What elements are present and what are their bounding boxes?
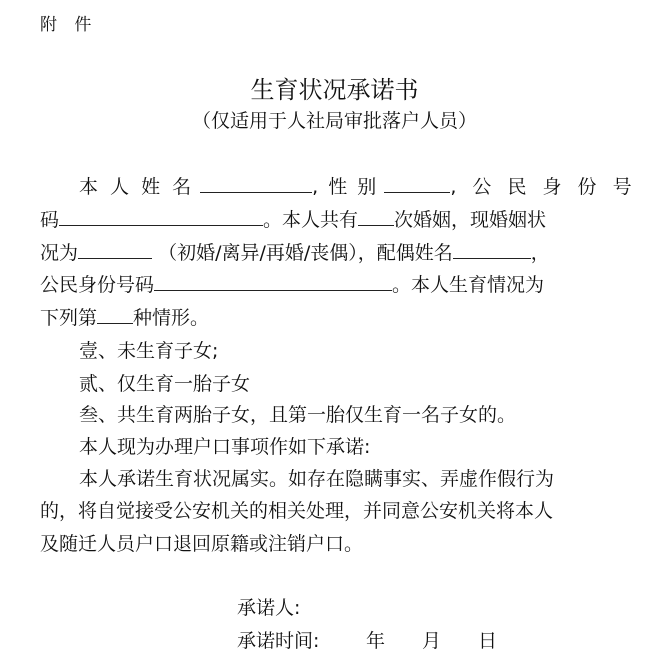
id-number-blank[interactable]	[59, 205, 263, 226]
marriage-status-label: 次婚姻，现婚姻状	[394, 209, 547, 231]
promise-line-3: 及随迁人员户口退回原籍或注销户口。	[40, 533, 364, 555]
line-5	[40, 303, 209, 330]
case-label: 下列第	[40, 307, 98, 329]
promise-line-1: 本人承诺生育状况属实。如存在隐瞒事实、弄虚作假行为	[79, 468, 555, 490]
comma: ，	[530, 242, 550, 264]
line-4	[40, 270, 544, 297]
gender-blank[interactable]	[384, 172, 450, 193]
option-3: 叁、共生育两胎子女，且第一胎仅生育一名子女的。	[79, 404, 517, 426]
marriage-count-label: 。本人共有	[263, 209, 359, 231]
day-label: 日	[478, 630, 498, 652]
document-subtitle: （仅适用于人社局审批落户人员）	[191, 110, 477, 132]
marriage-status-blank[interactable]	[78, 238, 152, 259]
promise-line-2: 的，将自觉接受公安机关的相关处理，并同意公安机关将本人	[40, 500, 554, 522]
line-2	[40, 205, 546, 232]
attachment-label: 附 件	[40, 15, 98, 35]
spouse-id-label: 公民身份号码	[40, 274, 155, 296]
option-1: 壹、未生育子女;	[79, 340, 219, 362]
line-1	[79, 172, 637, 199]
id-label: , 公 民 身 份 号	[450, 176, 637, 198]
document-title: 生育状况承诺书	[250, 76, 419, 104]
spouse-id-blank[interactable]	[154, 270, 392, 291]
month-label: 月	[422, 630, 442, 652]
promise-time-label: 承诺时间:	[237, 630, 320, 652]
id-label-continued: 码	[40, 209, 60, 231]
promise-intro: 本人现为办理户口事项作如下承诺:	[79, 436, 371, 458]
year-label: 年	[366, 630, 386, 652]
name-blank[interactable]	[200, 172, 312, 193]
status-options: （初婚/离异/再婚/丧偶），配偶姓名	[158, 242, 453, 264]
case-number-blank[interactable]	[97, 303, 133, 324]
marriage-count-blank[interactable]	[358, 205, 394, 226]
option-2: 贰、仅生育一胎子女	[79, 373, 251, 395]
name-label: 本 人 姓 名	[79, 176, 195, 198]
status-label: 况为	[40, 242, 79, 264]
promiser-label: 承诺人:	[237, 597, 301, 619]
gender-label: , 性 别	[312, 176, 379, 198]
line-3	[40, 238, 550, 265]
case-label-end: 种情形。	[133, 307, 210, 329]
spouse-name-blank[interactable]	[453, 238, 531, 259]
birth-status-label: 。本人生育情况为	[392, 274, 545, 296]
